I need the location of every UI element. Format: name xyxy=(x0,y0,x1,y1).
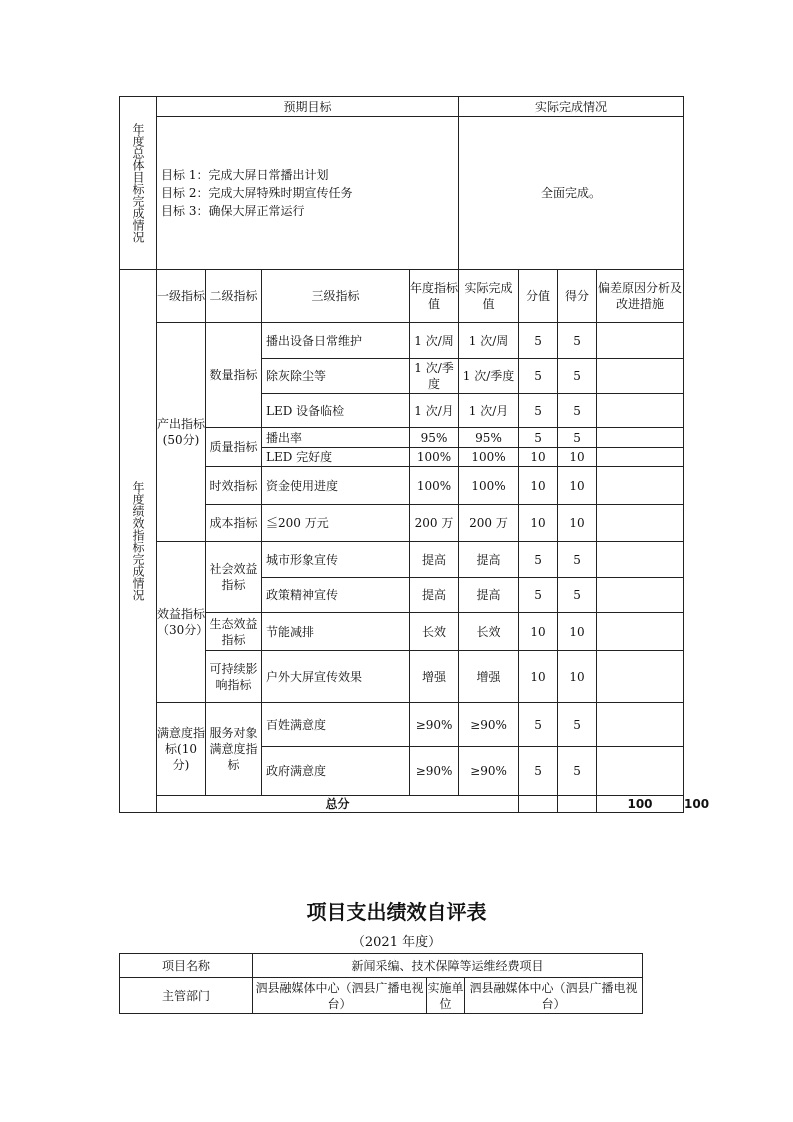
indicator-name: 户外大屏宣传效果 xyxy=(262,651,410,703)
indicator-target: 100% xyxy=(410,448,459,467)
indicator-score: 5 xyxy=(519,323,558,359)
impl-label: 实施单位 xyxy=(427,978,465,1014)
indicator-target: 增强 xyxy=(410,651,459,703)
deviation-cell xyxy=(597,323,684,359)
indicator-target: 1 次/周 xyxy=(410,323,459,359)
indicator-target: 1 次/季度 xyxy=(410,359,459,394)
indicator-actual: 1 次/季度 xyxy=(459,359,519,394)
actual-completion-text: 全面完成。 xyxy=(459,117,684,270)
deviation-cell xyxy=(597,428,684,448)
deviation-cell xyxy=(597,542,684,578)
project-name-label: 项目名称 xyxy=(120,954,253,978)
indicator-name: 节能减排 xyxy=(262,613,410,651)
indicator-got: 10 xyxy=(558,467,597,505)
expected-goal-header: 预期目标 xyxy=(157,97,459,117)
indicator-actual: 200 万 xyxy=(459,505,519,542)
indicator-score: 5 xyxy=(519,359,558,394)
dept-label: 主管部门 xyxy=(120,978,253,1014)
indicator-score: 5 xyxy=(519,428,558,448)
indicator-score: 10 xyxy=(519,505,558,542)
dept-value: 泗县融媒体中心（泗县广播电视台） xyxy=(253,978,427,1014)
goal-item: 目标 1：完成大屏日常播出计划 xyxy=(161,168,329,182)
indicator-target: 提高 xyxy=(410,578,459,613)
indicator-score: 10 xyxy=(519,651,558,703)
indicator-score: 5 xyxy=(519,703,558,747)
indicator-name: 政策精神宣传 xyxy=(262,578,410,613)
indicator-actual: 1 次/月 xyxy=(459,394,519,428)
indicator-actual: 增强 xyxy=(459,651,519,703)
level2-ecological: 生态效益指标 xyxy=(206,613,262,651)
goal-item: 目标 3：确保大屏正常运行 xyxy=(161,204,305,218)
deviation-cell xyxy=(597,467,684,505)
header-level1: 一级指标 xyxy=(157,270,206,323)
indicator-target: 200 万 xyxy=(410,505,459,542)
indicator-target: 95% xyxy=(410,428,459,448)
total-label: 总分 xyxy=(157,796,519,813)
indicator-name: 除灰除尘等 xyxy=(262,359,410,394)
indicator-actual: 100% xyxy=(459,467,519,505)
indicator-actual: ≥90% xyxy=(459,747,519,796)
form-title: 项目支出绩效自评表 xyxy=(306,900,487,924)
goal-list xyxy=(157,117,459,270)
indicator-name: 百姓满意度 xyxy=(262,703,410,747)
actual-completion-header: 实际完成情况 xyxy=(459,97,684,117)
level2-social: 社会效益指标 xyxy=(206,542,262,613)
indicator-score: 10 xyxy=(519,467,558,505)
indicator-got: 5 xyxy=(558,703,597,747)
overall-goal-label: 年度总体目标完成情况 xyxy=(120,97,157,270)
level1-satisfaction: 满意度指标(10分) xyxy=(157,703,206,796)
indicator-score: 10 xyxy=(519,448,558,467)
header-deviation: 偏差原因分析及改进措施 xyxy=(597,270,684,323)
indicator-score: 5 xyxy=(519,578,558,613)
indicator-target: ≥90% xyxy=(410,747,459,796)
indicator-actual: ≥90% xyxy=(459,703,519,747)
header-score: 分值 xyxy=(519,270,558,323)
goal-item: 目标 2：完成大屏特殊时期宣传任务 xyxy=(161,186,353,200)
indicator-got: 5 xyxy=(558,359,597,394)
indicator-name: 城市形象宣传 xyxy=(262,542,410,578)
indicator-score: 5 xyxy=(519,542,558,578)
deviation-cell xyxy=(597,613,684,651)
total-score: 100 xyxy=(597,796,684,813)
indicator-got: 10 xyxy=(558,448,597,467)
form-year: （2021 年度） xyxy=(351,935,442,950)
level1-benefit: 效益指标（30分） xyxy=(157,542,206,703)
indicator-got: 5 xyxy=(558,542,597,578)
performance-table: 年度总体目标完成情况 预期目标 实际完成情况 目标 1：完成大屏日常播出计划 目标 2：完成大屏特殊时期宣传任务 目标 3：确保大屏正常运行 全面完成。 年度绩效指标完成情况 一级指标 二级指标 三级指标 年度指标值 实际完成值 分值 得分 偏差原因分析及改进措施 产出指标(50分) 数量指标 播出设备日常维护 1 次/周 1 次/周 5 5 除灰除尘等 1 次/季度 1 次/季度 5 5 LED 设备临检 1 次/月 1 次/月 5 5 质量指标 播出率 95% 95% 5 5 LED 完好度 100% 100% 10 10 时效指标 资金使用进度 100% 100% 10 10 成本指标 ≦200 万元 200 万 200 万 10 10 效益指标（30分） 社会效益指标 城市形象宣传 提高 提高 5 5 政策精神宣传 提高 提高 5 5 生态效益指标 节能减排 长效 长效 10 10 可持续影响指标 户外大屏宣传效果 增强 增强 10 10 满意度指标(10分) 服务对象满意度指标 百姓满意度 ≥90% ≥90% 5 5 政府满意度 ≥90% ≥90% 5 5 总分 100 100 xyxy=(119,96,684,813)
indicator-target: 100% xyxy=(410,467,459,505)
deviation-cell xyxy=(597,703,684,747)
level2-sustainable: 可持续影响指标 xyxy=(206,651,262,703)
header-target: 年度指标值 xyxy=(410,270,459,323)
indicator-target: ≥90% xyxy=(410,703,459,747)
project-info-table xyxy=(119,953,643,1014)
deviation-cell xyxy=(597,651,684,703)
indicator-got: 5 xyxy=(558,394,597,428)
deviation-cell xyxy=(597,505,684,542)
indicator-got: 10 xyxy=(558,613,597,651)
header-got: 得分 xyxy=(558,270,597,323)
indicator-actual: 95% xyxy=(459,428,519,448)
deviation-cell xyxy=(597,747,684,796)
indicator-actual: 提高 xyxy=(459,542,519,578)
level2-service-satisfaction: 服务对象满意度指标 xyxy=(206,703,262,796)
level2-timeliness: 时效指标 xyxy=(206,467,262,505)
indicator-target: 长效 xyxy=(410,613,459,651)
project-name-value: 新闻采编、技术保障等运维经费项目 xyxy=(253,954,643,978)
indicator-name: 播出设备日常维护 xyxy=(262,323,410,359)
indicator-got: 5 xyxy=(558,428,597,448)
indicator-name: LED 完好度 xyxy=(262,448,410,467)
indicator-score: 5 xyxy=(519,747,558,796)
indicator-actual: 1 次/周 xyxy=(459,323,519,359)
indicator-name: 资金使用进度 xyxy=(262,467,410,505)
indicator-score: 10 xyxy=(519,613,558,651)
indicator-target: 1 次/月 xyxy=(410,394,459,428)
indicator-name: LED 设备临检 xyxy=(262,394,410,428)
indicator-actual: 长效 xyxy=(459,613,519,651)
header-level3: 三级指标 xyxy=(262,270,410,323)
level2-quality: 质量指标 xyxy=(206,428,262,467)
header-level2: 二级指标 xyxy=(206,270,262,323)
level1-output: 产出指标(50分) xyxy=(157,323,206,542)
indicator-name: ≦200 万元 xyxy=(262,505,410,542)
deviation-cell xyxy=(597,448,684,467)
indicator-actual: 100% xyxy=(459,448,519,467)
level2-quantity: 数量指标 xyxy=(206,323,262,428)
indicator-got: 5 xyxy=(558,747,597,796)
total-empty-1 xyxy=(519,796,558,813)
indicator-got: 5 xyxy=(558,578,597,613)
indicator-target: 提高 xyxy=(410,542,459,578)
indicator-got: 10 xyxy=(558,505,597,542)
indicator-got: 10 xyxy=(558,651,597,703)
indicator-got: 5 xyxy=(558,323,597,359)
indicator-actual: 提高 xyxy=(459,578,519,613)
indicator-name: 播出率 xyxy=(262,428,410,448)
impl-value: 泗县融媒体中心（泗县广播电视台） xyxy=(465,978,643,1014)
indicator-score: 5 xyxy=(519,394,558,428)
deviation-cell xyxy=(597,359,684,394)
header-actual: 实际完成值 xyxy=(459,270,519,323)
total-empty-2 xyxy=(558,796,597,813)
indicator-name: 政府满意度 xyxy=(262,747,410,796)
level2-cost: 成本指标 xyxy=(206,505,262,542)
deviation-cell xyxy=(597,578,684,613)
deviation-cell xyxy=(597,394,684,428)
performance-section-label: 年度绩效指标完成情况 xyxy=(120,270,157,813)
